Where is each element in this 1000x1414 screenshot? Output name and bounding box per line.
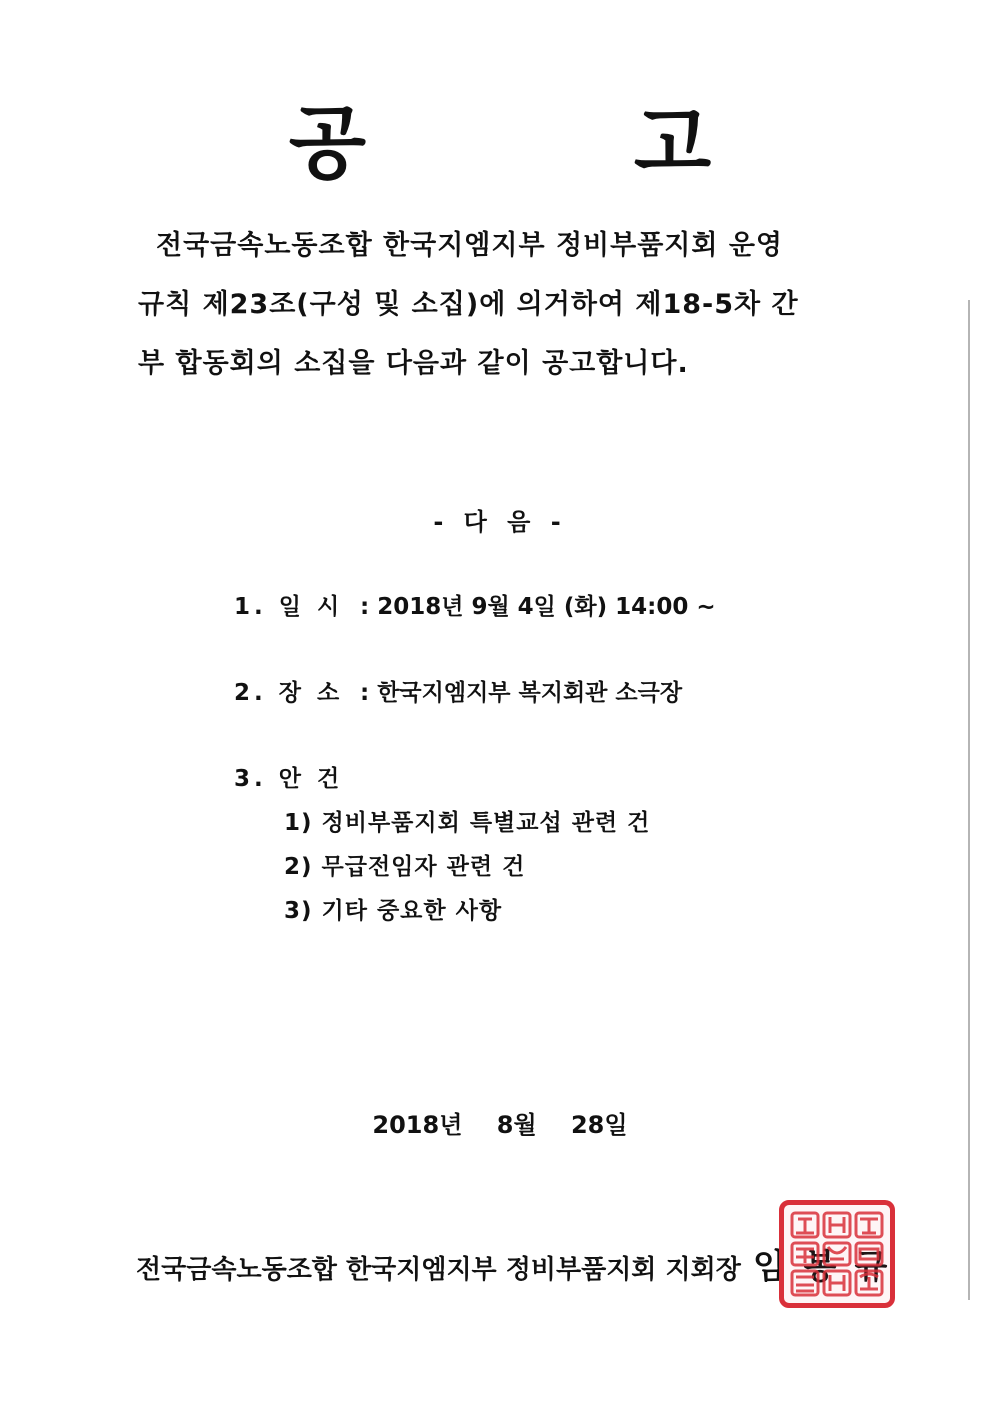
agenda-list bbox=[284, 812, 650, 944]
intro-paragraph bbox=[138, 232, 868, 409]
seal-pattern-icon bbox=[784, 1205, 890, 1303]
red-seal-icon bbox=[779, 1200, 895, 1308]
signature-name: 임봉규 bbox=[752, 1247, 906, 1287]
agenda-item: 3) 기타 중요한 사항 bbox=[284, 898, 503, 924]
agenda-item: 2) 무급전임자 관련 건 bbox=[284, 854, 526, 880]
details-heading: - 다 음 - bbox=[433, 508, 567, 536]
agenda-item: 1) 정비부품지회 특별교섭 관련 건 bbox=[284, 810, 651, 836]
page-title: 공 고 bbox=[288, 97, 832, 190]
detail-label: 3. 안 건 bbox=[234, 766, 344, 792]
detail-row-location bbox=[234, 682, 682, 705]
intro-line-1: 전국금속노동조합 한국지엠지부 정비부품지회 운영 bbox=[156, 230, 784, 261]
detail-value: : 한국지엠지부 복지회관 소극장 bbox=[360, 680, 683, 706]
notice-date: 2018년 8월 28일 bbox=[372, 1111, 628, 1139]
signature-organization: 전국금속노동조합 한국지엠지부 정비부품지회 지회장 bbox=[136, 1255, 741, 1285]
scan-edge-line bbox=[968, 300, 970, 1300]
detail-row-datetime bbox=[234, 596, 716, 619]
intro-line-2: 규칙 제23조(구성 및 소집)에 의거하여 제18-5차 간 bbox=[138, 289, 799, 320]
detail-label: 1. 일 시 bbox=[234, 594, 344, 620]
detail-value: : 2018년 9월 4일 (화) 14:00 ~ bbox=[360, 594, 716, 620]
detail-label: 2. 장 소 bbox=[234, 680, 344, 706]
detail-row-agenda bbox=[234, 768, 360, 791]
intro-line-3: 부 합동회의 소집을 다음과 같이 공고합니다. bbox=[138, 348, 689, 379]
